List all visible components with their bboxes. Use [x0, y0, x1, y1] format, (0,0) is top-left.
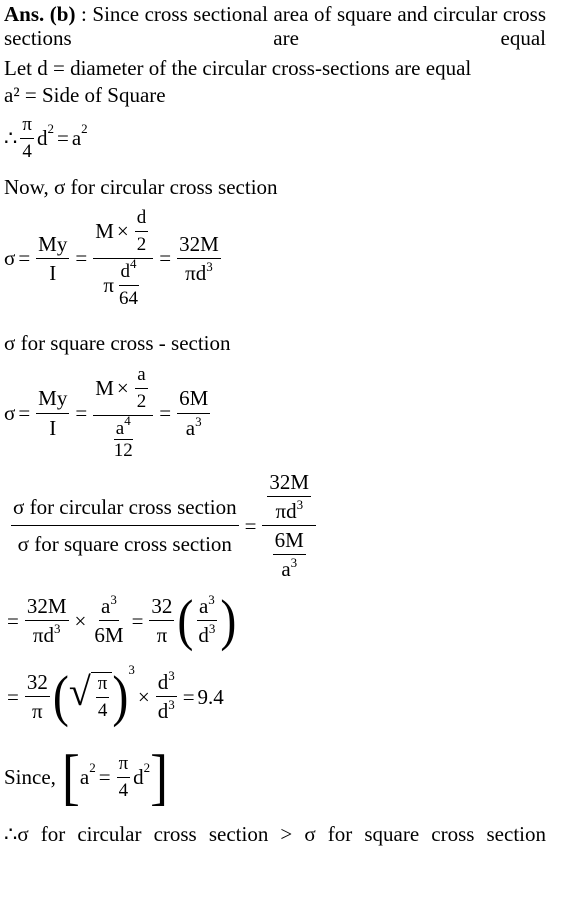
ratio-fraction: $\frac{\text{σ for circular cross section}}{\text{σ for square cross section}}$: [13, 495, 237, 557]
ratio-result: = $\frac{32}{\pi}$ ( √ $\frac{\pi}{4}$ ) 3 × $\frac{d^3}{d^3}$ = 9.4: [7, 662, 224, 728]
conclusion-line: ∴σ for circular cross section > σ for square cross section: [4, 822, 546, 846]
now-circular-line: Now, σ for circular cross section: [4, 175, 278, 199]
a2-side-line: a² = Side of Square: [4, 83, 166, 107]
square-line: σ for square cross - section: [4, 331, 231, 355]
area-equation: ∴ $\frac{\pi}{4}$ d 2 = a 2: [4, 114, 88, 162]
pi-over-4: $\frac{\pi}{4}$: [22, 114, 32, 162]
since-line: Since, [ a 2 = $\frac{\pi}{4}$ d 2 ]: [4, 742, 169, 812]
let-d-line: Let d = diameter of the circular cross-sections are equal: [4, 56, 472, 80]
answer-intro: : Since cross sectional area of square and circular cross sections are equal: [4, 2, 547, 51]
therefore-symbol: ∴: [4, 126, 18, 151]
square-root: √ $\frac{\pi}{4}$: [69, 672, 113, 722]
circular-compound-fraction: M × $\frac{d}{2}$ π $\frac{d^4}{64}$: [93, 207, 153, 309]
ratio-simplification: = $\frac{32M}{\pi d^3}$ × $\frac{a^3}{6M}$ = $\frac{32}{\pi}$ ( $\frac{a^3}{d^3}$ ): [7, 588, 237, 652]
square-stress-equation: σ = $\frac{My}{I}$ = M × $\frac{a}{2}$ $a^4$ 12 = $\frac{6M}{a^3}$: [4, 364, 209, 462]
result-value: 9.4: [197, 684, 224, 709]
circular-stress-equation: σ = $\frac{My}{I}$ = M × $\frac{d}{2}$ π $\frac{d^4}{64}$ = $\frac{32M}{\pi d^3}$: [4, 207, 219, 309]
ratio-equation: $\frac{\text{σ for circular cross section}}{\text{σ for square cross section}}$ = $\frac{\frac{32M}{\pi d^3}}{\frac{6M}{a^3}}$: [8, 470, 319, 582]
answer-paragraph: [4, 2, 546, 50]
answer-label: Ans. (b): [4, 2, 76, 26]
square-compound-fraction: M × $\frac{a}{2}$ $a^4$ 12: [93, 364, 153, 462]
